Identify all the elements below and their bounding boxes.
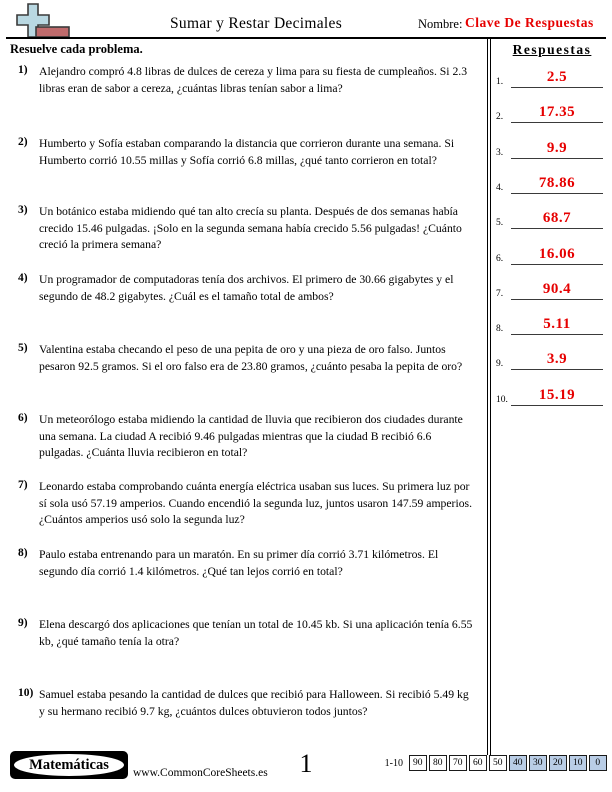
answer-value: 15.19: [538, 387, 576, 403]
problem-number: 7): [18, 479, 28, 491]
answer-value: 16.06: [538, 246, 576, 262]
problem-number: 5): [18, 342, 28, 354]
answer-row: [494, 125, 606, 159]
column-divider: [487, 39, 491, 755]
answer-number: 10.: [496, 395, 508, 405]
answer-row: [494, 54, 606, 88]
problem-number: 9): [18, 617, 28, 629]
problem-text: Leonardo estaba comprobando cuánta energía eléctrica usaban sus luces. Su primera luz por sí sola usó 57.19 amperios. Cuando encendió la segunda luz, juntos usaron 147.59 amperios. ¿Cuántos amperios usó solo la segunda luz?: [39, 480, 473, 526]
answer-row: [494, 301, 606, 335]
answer-value: 5.11: [543, 316, 571, 332]
answer-value: 78.86: [538, 175, 576, 191]
problem-text: Alejandro compró 4.8 libras de dulces de cereza y lima para su fiesta de cumpleaños. Si 2.3 libras eran de sabor a cereza, ¿cuántas libras tenían sabor a lima?: [39, 65, 468, 95]
answer-value: 17.35: [538, 104, 576, 120]
answer-line: [511, 351, 603, 370]
answer-row: [494, 89, 606, 123]
answer-number: 2.: [496, 112, 504, 122]
answer-line: [511, 69, 603, 88]
problem-number: 1): [18, 64, 28, 76]
answer-number: 6.: [496, 254, 504, 264]
header-divider: [6, 37, 606, 39]
score-cell: 90: [409, 755, 428, 771]
score-cell: 40: [509, 755, 528, 771]
problem-number: 6): [18, 412, 28, 424]
problem-number: 3): [18, 204, 28, 216]
score-strip: [385, 755, 607, 771]
answer-row: [494, 266, 606, 300]
problem-item: [18, 617, 476, 650]
answer-line: [511, 175, 603, 194]
page-title: Sumar y Restar Decimales: [170, 15, 343, 32]
score-cell: 70: [449, 755, 468, 771]
problem-text: Samuel estaba pesando la cantidad de dulces que recibió para Halloween. Si recibió 5.49 kg y su hermano recibió 9.7 kg, ¿cuántos dulces obtuvieron todos juntos?: [39, 688, 469, 718]
problem-number: 4): [18, 272, 28, 284]
answer-number: 4.: [496, 183, 504, 193]
problem-number: 2): [18, 136, 28, 148]
answer-row: [494, 336, 606, 370]
answer-number: 3.: [496, 148, 504, 158]
name-value: Clave De Respuestas: [465, 15, 594, 30]
answer-value: 3.9: [546, 351, 568, 367]
answer-line: [511, 281, 603, 300]
badge-label: Matemáticas: [14, 754, 124, 776]
add-subtract-logo: [14, 3, 72, 39]
website-url: www.CommonCoreSheets.es: [133, 767, 268, 779]
score-cell: 0: [589, 755, 608, 771]
answer-line: [511, 104, 603, 123]
answer-row: [494, 195, 606, 229]
page-number: 1: [299, 749, 313, 778]
problem-item: [18, 136, 476, 169]
answer-line: [511, 387, 603, 406]
problem-number: 10): [18, 687, 34, 699]
answer-number: 8.: [496, 324, 504, 334]
answer-number: 1.: [496, 77, 504, 87]
problem-item: [18, 342, 476, 375]
score-cell: 10: [569, 755, 588, 771]
problem-item: [18, 204, 476, 254]
problem-text: Valentina estaba checando el peso de una pepita de oro y una pieza de oro falso. Juntos pesaron 92.5 gramos. Si el oro falso era de 23.80 gramos, ¿cuánto pesaba la pepita de oro?: [39, 343, 463, 373]
answer-row: [494, 160, 606, 194]
answer-value: 68.7: [542, 210, 572, 226]
problem-item: [18, 687, 476, 720]
instruction-text: Resuelve cada problema.: [10, 42, 143, 56]
score-cell: 80: [429, 755, 448, 771]
problem-text: Un meteorólogo estaba midiendo la cantidad de lluvia que recibieron dos ciudades durante una semana. La ciudad A recibió 9.46 pulgadas mientras que la ciudad B recibió 6.6 pulgadas. ¿Cuánta lluvia recibieron en total?: [39, 413, 463, 459]
score-cell: 60: [469, 755, 488, 771]
answer-value: 9.9: [546, 140, 568, 156]
problem-item: [18, 272, 476, 305]
score-range-label: 1-10: [384, 757, 403, 769]
problem-number: 8): [18, 547, 28, 559]
answer-line: [511, 140, 603, 159]
answer-line: [511, 246, 603, 265]
score-cell: 50: [489, 755, 508, 771]
answer-line: [511, 210, 603, 229]
minus-icon: [36, 27, 69, 37]
answer-row: [494, 372, 606, 406]
problem-text: Humberto y Sofía estaban comparando la distancia que corrieron durante una semana. Si Humberto corrió 10.55 millas y Sofía corrió 6.8 millas, ¿qué tanto corrieron en total?: [39, 137, 455, 167]
problem-item: [18, 412, 476, 462]
problem-item: [18, 64, 476, 97]
answer-number: 9.: [496, 359, 504, 369]
problem-item: [18, 547, 476, 580]
problem-text: Un programador de computadoras tenía dos archivos. El primero de 30.66 gigabytes y el segundo de 48.2 gigabytes. ¿Cuál es el tamaño total de ambos?: [39, 273, 454, 303]
answer-line: [511, 316, 603, 335]
answer-number: 7.: [496, 289, 504, 299]
name-label: Nombre:: [418, 17, 463, 31]
problem-text: Paulo estaba entrenando para un maratón. En su primer día corrió 3.71 kilómetros. El segundo día corrió 1.4 kilómetros. ¿Qué tan lejos corrió en total?: [39, 548, 439, 578]
answer-number: 5.: [496, 218, 504, 228]
answer-value: 90.4: [542, 281, 572, 297]
answer-value: 2.5: [546, 69, 568, 85]
problem-item: [18, 479, 476, 529]
answers-title: Respuestas: [512, 42, 592, 57]
answer-row: [494, 231, 606, 265]
matematicas-badge: [10, 751, 128, 779]
problem-text: Un botánico estaba midiendo qué tan alto crecía su planta. Después de dos semanas había crecido 15.46 pulgadas. ¡Solo en la segunda semana había crecido 5.56 pulgadas! ¿Cuánto creció la primera semana?: [39, 205, 462, 251]
problem-text: Elena descargó dos aplicaciones que tenían un total de 10.45 kb. Si una aplicación tenía 6.55 kb, ¿qué tamaño tenía la otra?: [39, 618, 473, 648]
score-cell: 20: [549, 755, 568, 771]
score-cell: 30: [529, 755, 548, 771]
